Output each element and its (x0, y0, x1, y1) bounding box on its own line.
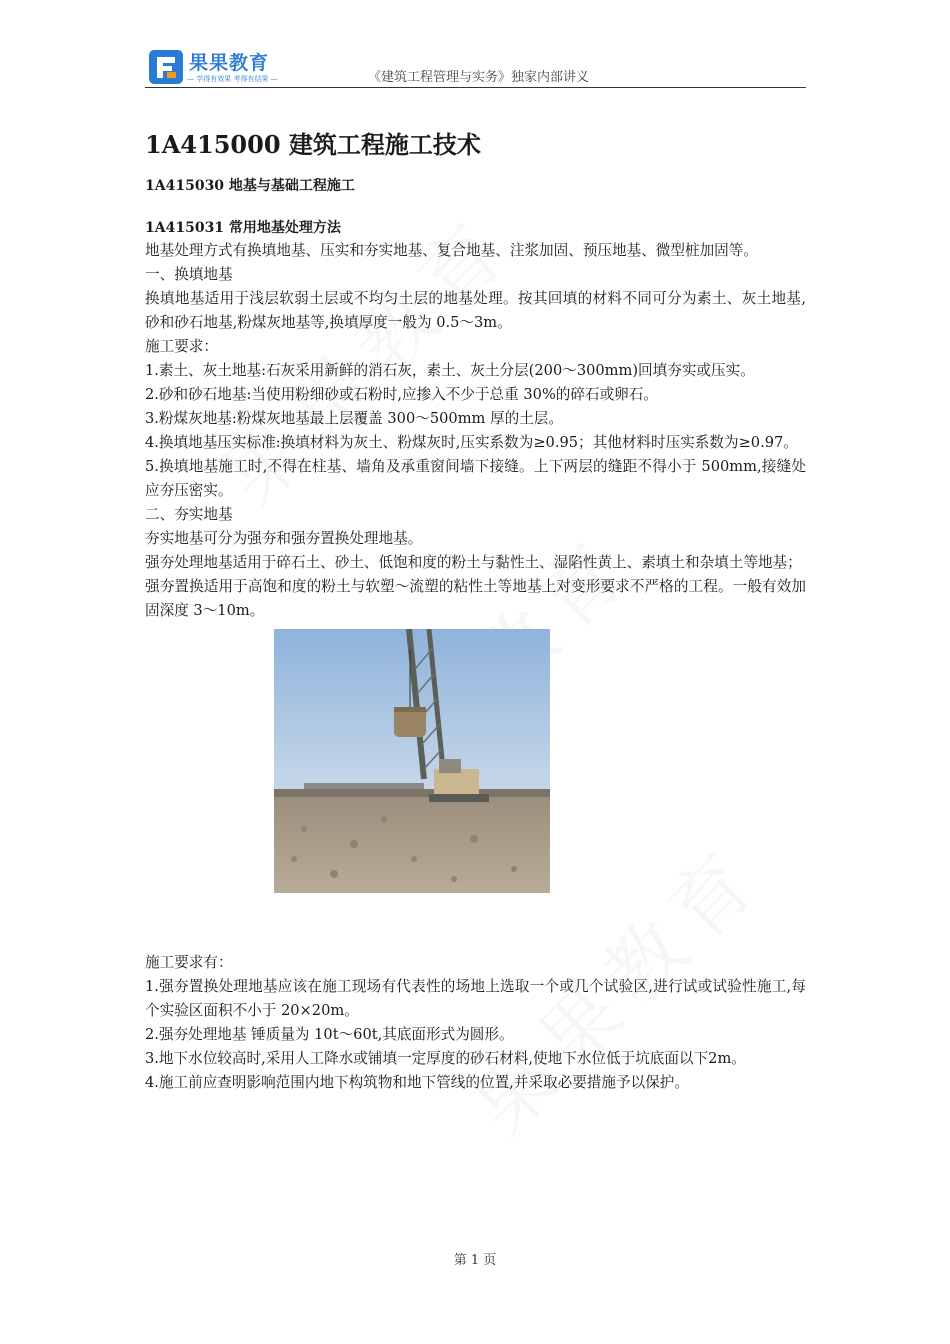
paragraph: 1.强夯置换处理地基应该在施工现场有代表性的场地上选取一个或几个试验区,进行试或试验性施工,每个实验区面积不小于 20×20m。 (145, 978, 806, 1019)
paragraph: 4.施工前应查明影响范围内地下构筑物和地下管线的位置,并采取必要措施予以保护。 (145, 1074, 689, 1091)
brand-slogan: — 学得有效果 考得有结果 — (187, 75, 278, 83)
paragraph: 强夯置换适用于高饱和度的粉土与软塑～流塑的粘性土等地基上对变形要求不严格的工程。一般有效加固深度 3～10m。 (145, 578, 806, 619)
paragraph: 施工要求： (145, 338, 218, 355)
page-header (145, 44, 806, 88)
paragraph: 一、换填地基 (145, 266, 233, 283)
paragraph: 2.砂和砂石地基:当使用粉细砂或石粉时,应掺入不少于总重 30%的碎石或卵石。 (145, 386, 658, 403)
guoguo-logo-icon (149, 50, 183, 84)
paragraph: 4.换填地基压实标准:换填材料为灰土、粉煤灰时,压实系数为≥0.95；其他材料时压实系数为≥0.97。 (145, 434, 798, 451)
paragraph: 强夯处理地基适用于碎石土、砂土、低饱和度的粉土与黏性土、湿陷性黄上、素填土和杂填土等地基； (145, 554, 802, 571)
paragraph: 地基处理方式有换填地基、压实和夯实地基、复合地基、注浆加固、预压地基、微型桩加固等。 (145, 242, 758, 259)
paragraph: 2.强夯处理地基 锤质量为 10t～60t,其底面形式为圆形。 (145, 1026, 514, 1043)
paragraph: 3.粉煤灰地基:粉煤灰地基最上层覆盖 300～500mm 厚的土层。 (145, 410, 563, 427)
paragraph: 换填地基适用于浅层软弱土层或不均匀土层的地基处理。按其回填的材料不同可分为素土、灰土地基,砂和砂石地基,粉煤灰地基等,换填厚度一般为 0.5～3m。 (145, 290, 806, 331)
paragraph-list-top (145, 239, 806, 623)
dynamic-compaction-crane-photo (274, 629, 550, 893)
paragraph: 夯实地基可分为强夯和强夯置换处理地基。 (145, 530, 423, 547)
page-number: 第 1 页 (453, 1253, 497, 1268)
paragraph: 二、夯实地基 (145, 506, 233, 523)
paragraph: 3.地下水位较高时,采用人工降水或铺填一定厚度的砂石材料,使地下水位低于坑底面以下2m。 (145, 1050, 746, 1067)
subsection-title: 1A415031 常用地基处理方法 (145, 220, 341, 236)
section-title: 1A415030 地基与基础工程施工 (145, 178, 355, 194)
paragraph: 1.素土、灰土地基:石灰采用新鲜的消石灰，素土、灰土分层(200～300mm)回填夯实或压实。 (145, 362, 755, 379)
document-body (145, 118, 806, 1095)
paragraph-list-bottom (145, 951, 806, 1095)
photo-container (145, 629, 806, 939)
chapter-title: 1A415000 建筑工程施工技术 (145, 130, 481, 159)
brand-name: 果果教育 (189, 52, 270, 74)
document-header-title: 《建筑工程管理与实务》独家内部讲义 (368, 70, 590, 85)
paragraph: 施工要求有： (145, 954, 233, 971)
paragraph: 5.换填地基施工时,不得在柱基、墙角及承重窗间墙下接缝。上下两层的缝距不得小于 500mm,接缝处应夯压密实。 (145, 458, 806, 499)
